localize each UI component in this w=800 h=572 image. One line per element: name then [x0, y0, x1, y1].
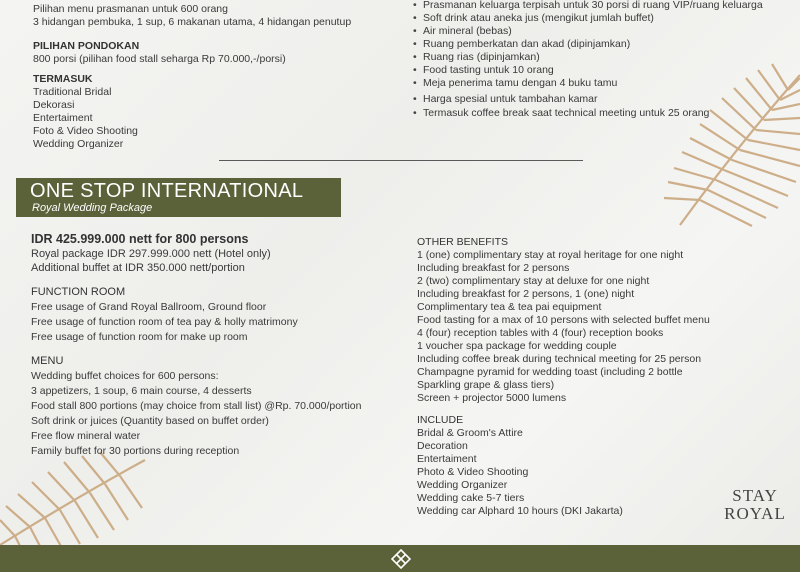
termasuk-line: Wedding Organizer	[33, 138, 124, 150]
package-banner	[16, 178, 341, 217]
logo-line-stay: STAY	[732, 486, 778, 505]
pondokan-heading: PILIHAN PONDOKAN	[33, 40, 140, 52]
bullet-item: • Ruang pemberkatan dan akad (dipinjamkan)	[413, 38, 763, 51]
bullet-item: • Food tasting untuk 10 orang	[413, 64, 763, 77]
logo-line-royal: ROYAL	[724, 504, 786, 523]
bullet-item: • Air mineral (bebas)	[413, 25, 763, 38]
banner-title: ONE STOP INTERNATIONAL	[30, 180, 304, 202]
other-benefits-heading: OTHER BENEFITS	[417, 236, 509, 248]
menu-line: Pilihan menu prasmanan untuk 600 orang	[33, 3, 228, 15]
bullet-item: • Ruang rias (dipinjamkan)	[413, 51, 763, 64]
include-line: Decoration	[417, 440, 468, 452]
include-line: Wedding cake 5-7 tiers	[417, 492, 525, 504]
include-line: Bridal & Groom's Attire	[417, 427, 523, 439]
benefit-line: Screen + projector 5000 lumens	[417, 392, 567, 404]
termasuk-line: Foto & Video Shooting	[33, 125, 138, 137]
menu-line: Family buffet for 30 portions during reception	[31, 445, 240, 457]
benefit-line: Including breakfast for 2 persons, 1 (one) night	[417, 288, 635, 300]
benefit-line: 2 (two) complimentary stay at deluxe for one night	[417, 275, 650, 287]
termasuk-line: Dekorasi	[33, 99, 75, 111]
include-line: Wedding Organizer	[417, 479, 508, 491]
palm-leaf-bottom-left-icon	[0, 450, 150, 550]
benefit-line: 1 (one) complimentary stay at royal heritage for one night	[417, 249, 684, 261]
menu-heading: MENU	[31, 355, 64, 367]
benefit-line: Including breakfast for 2 persons	[417, 262, 570, 274]
bullet-item: • Harga spesial untuk tambahan kamar	[413, 93, 763, 106]
banner-subtitle: Royal Wedding Package	[32, 202, 153, 214]
include-line: Wedding car Alphard 10 hours (DKI Jakarta)	[417, 505, 623, 517]
stay-royal-logo	[716, 487, 794, 523]
function-room-heading: FUNCTION ROOM	[31, 286, 126, 298]
section-divider	[219, 160, 583, 161]
hotel-emblem-icon	[391, 549, 411, 569]
menu-line: Wedding buffet choices for 600 persons:	[31, 370, 219, 382]
menu-line: 3 hidangan pembuka, 1 sup, 6 makanan utama, 4 hidangan penutup	[33, 16, 352, 28]
benefit-line: Sparkling grape & glass tiers)	[417, 379, 555, 391]
bullet-item: • Soft drink atau aneka jus (mengikut jumlah buffet)	[413, 12, 763, 25]
benefit-line: 4 (four) reception tables with 4 (four) reception books	[417, 327, 664, 339]
termasuk-heading: TERMASUK	[33, 73, 93, 85]
additional-buffet-price: Additional buffet at IDR 350.000 nett/portion	[31, 262, 245, 274]
termasuk-line: Traditional Bridal	[33, 86, 112, 98]
benefit-line: Food tasting for a max of 10 persons with selected buffet menu	[417, 314, 710, 326]
menu-line: Soft drink or juices (Quantity based on buffet order)	[31, 415, 269, 427]
function-room-line: Free usage of Grand Royal Ballroom, Ground floor	[31, 301, 267, 313]
menu-line: Food stall 800 portions (may choice from stall list) @Rp. 70.000/portion	[31, 400, 362, 412]
function-room-line: Free usage of function room for make up room	[31, 331, 248, 343]
bullet-item: • Meja penerima tamu dengan 4 buku tamu	[413, 77, 763, 90]
bullet-item: • Termasuk coffee break saat technical meeting untuk 25 orang	[413, 107, 763, 120]
menu-line: Free flow mineral water	[31, 430, 141, 442]
bullet-item: • Prasmanan keluarga terpisah untuk 30 porsi di ruang VIP/ruang keluarga	[413, 0, 763, 12]
benefit-line: Complimentary tea & tea pai equipment	[417, 301, 602, 313]
royal-package-price: Royal package IDR 297.999.000 nett (Hotel only)	[31, 248, 271, 260]
benefit-line: Champagne pyramid for wedding toast (including 2 bottle	[417, 366, 683, 378]
package-price: IDR 425.999.000 nett for 800 persons	[31, 232, 249, 246]
include-line: Photo & Video Shooting	[417, 466, 529, 478]
function-room-line: Free usage of function room of tea pay & holly matrimony	[31, 316, 298, 328]
package-section	[31, 232, 361, 458]
termasuk-line: Entertaiment	[33, 112, 93, 124]
benefit-bullet-list	[413, 0, 763, 120]
menu-line: 3 appetizers, 1 soup, 6 main course, 4 desserts	[31, 385, 252, 397]
include-line: Entertaiment	[417, 453, 477, 465]
top-left-section	[33, 3, 351, 151]
pondokan-line: 800 porsi (pilihan food stall seharga Rp 70.000,-/porsi)	[33, 53, 286, 65]
include-heading: INCLUDE	[417, 414, 464, 426]
benefit-line: 1 voucher spa package for wedding couple	[417, 340, 617, 352]
benefit-line: Including coffee break during technical meeting for 25 person	[417, 353, 702, 365]
top-right-section	[413, 0, 763, 120]
other-benefits-section	[417, 230, 710, 518]
